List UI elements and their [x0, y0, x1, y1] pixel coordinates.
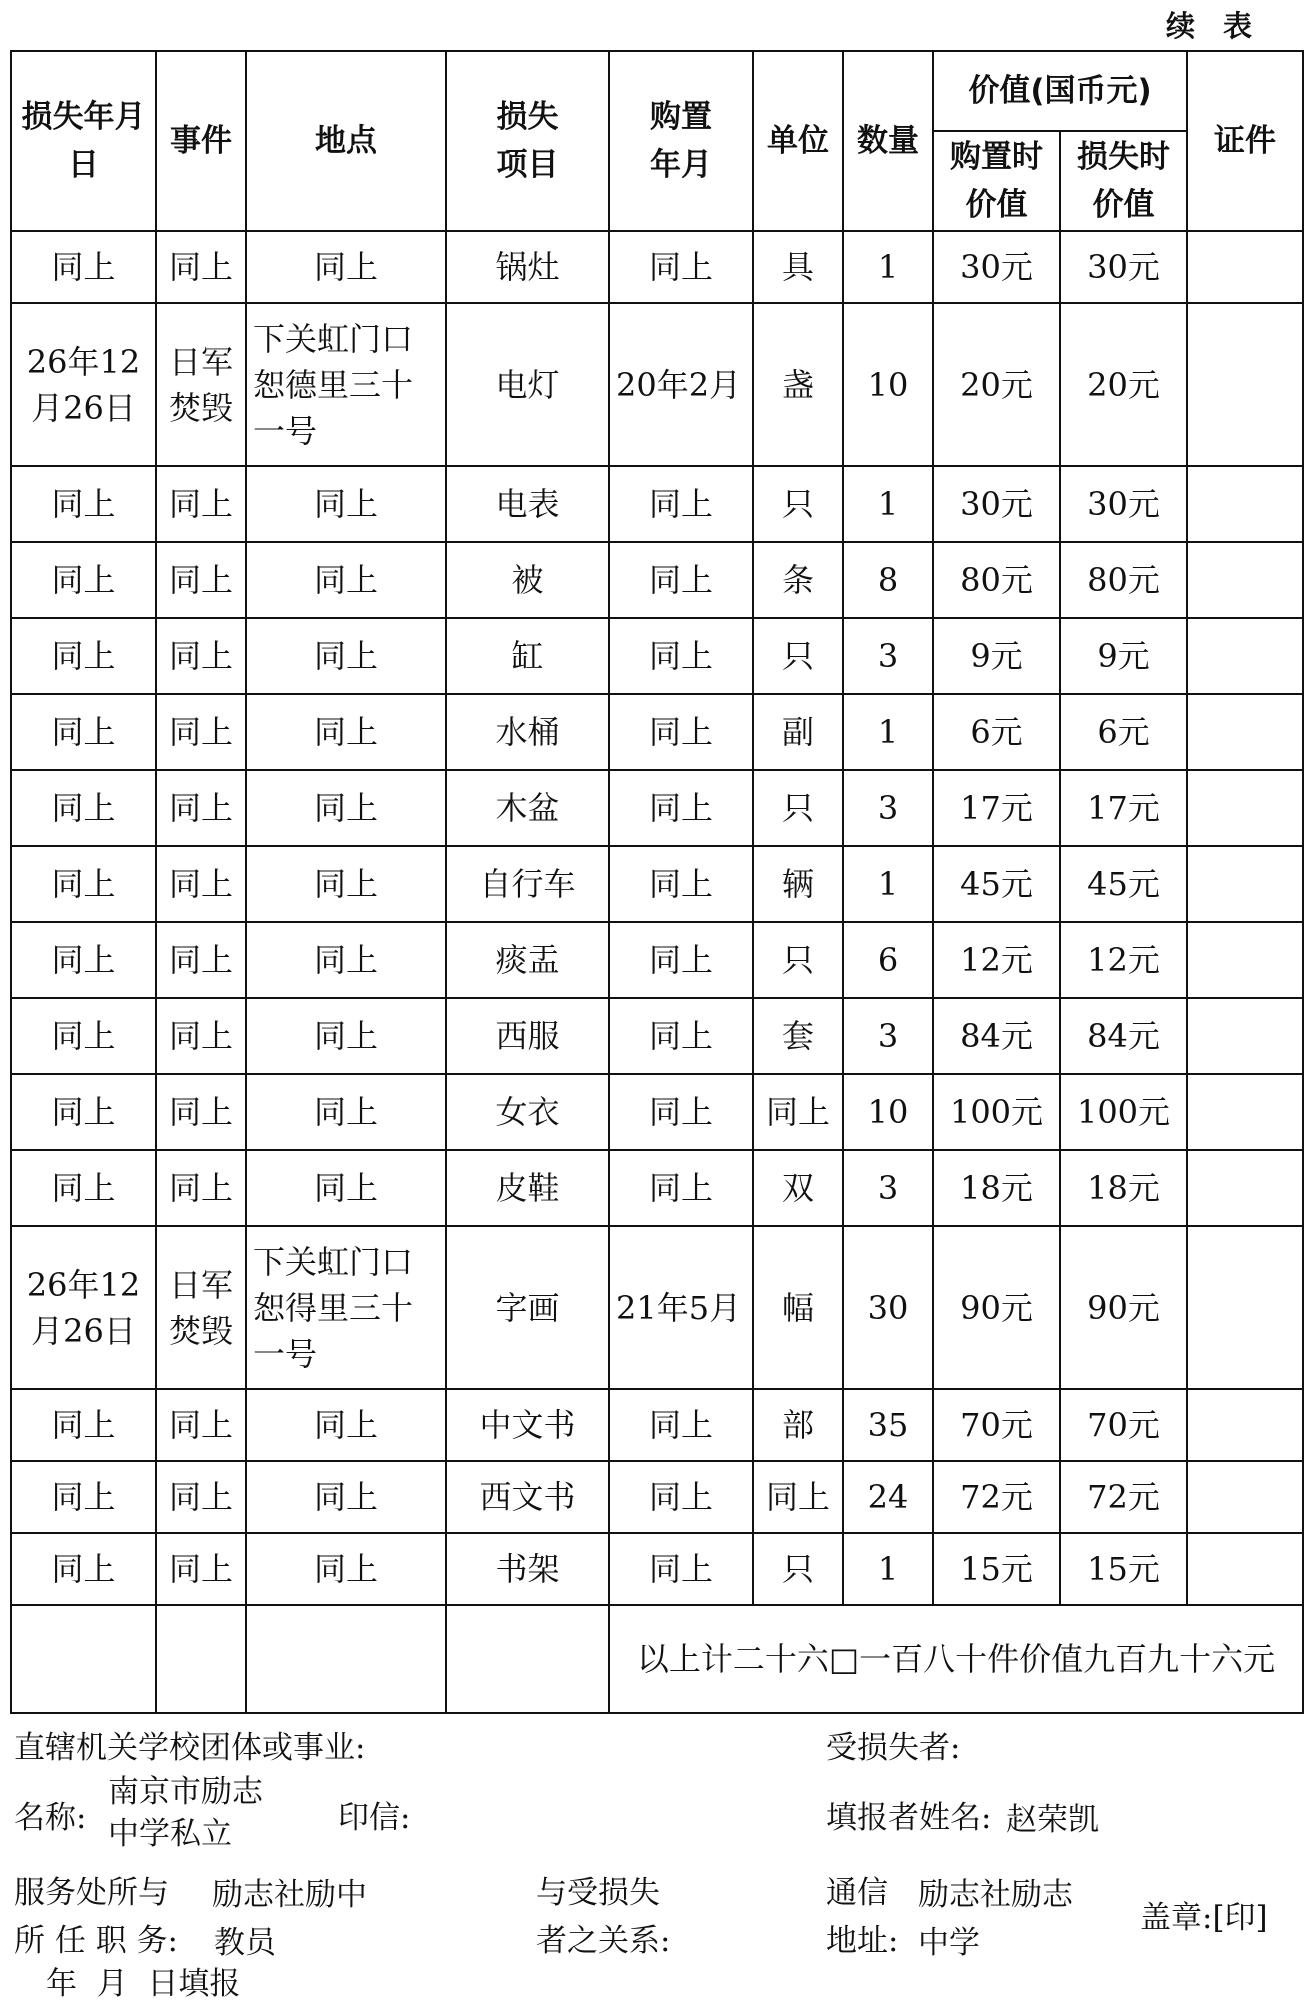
- cell-purchase-value: 6元: [933, 694, 1060, 770]
- cell-certificate: [1187, 1150, 1303, 1226]
- cell-place: 同上: [246, 231, 446, 303]
- cell-quantity: 6: [843, 922, 933, 998]
- cell-item: 字画: [446, 1226, 609, 1389]
- cell-event: 同上: [156, 1150, 246, 1226]
- cell-date: 同上: [11, 770, 156, 846]
- cell-event: 同上: [156, 618, 246, 694]
- cell-unit: 同上: [753, 1074, 843, 1150]
- cell-date: 同上: [11, 466, 156, 542]
- cell-date: 同上: [11, 922, 156, 998]
- table-body: [11, 231, 1303, 1605]
- cell-unit: 同上: [753, 1461, 843, 1533]
- cell-event: 同上: [156, 1533, 246, 1605]
- comm-value: 励志社励志: [918, 1877, 1073, 1913]
- table-row: [11, 694, 1303, 770]
- cell-certificate: [1187, 1074, 1303, 1150]
- cell-quantity: 10: [843, 303, 933, 466]
- header-quantity: 数量: [843, 51, 933, 231]
- cell-purchase-value: 100元: [933, 1074, 1060, 1150]
- cell-unit: 只: [753, 466, 843, 542]
- cell-certificate: [1187, 1533, 1303, 1605]
- cell-place: 同上: [246, 618, 446, 694]
- cell-purchase-date: 同上: [609, 694, 753, 770]
- cell-loss-value: 80元: [1060, 542, 1187, 618]
- cell-quantity: 8: [843, 542, 933, 618]
- cell-quantity: 1: [843, 694, 933, 770]
- cell-unit: 条: [753, 542, 843, 618]
- cell-loss-value: 6元: [1060, 694, 1187, 770]
- victim-label: 受损失者:: [826, 1730, 961, 1766]
- table-row: [11, 231, 1303, 303]
- cell-purchase-value: 84元: [933, 998, 1060, 1074]
- cell-place: 下关虹门口恕得里三十一号: [246, 1226, 446, 1389]
- cell-date: 同上: [11, 542, 156, 618]
- cell-date: 同上: [11, 998, 156, 1074]
- cell-loss-value: 70元: [1060, 1389, 1187, 1461]
- cell-date: 同上: [11, 1461, 156, 1533]
- cell-purchase-date: 同上: [609, 231, 753, 303]
- cell-place: 同上: [246, 770, 446, 846]
- cell-quantity: 1: [843, 231, 933, 303]
- cell-purchase-value: 80元: [933, 542, 1060, 618]
- cell-purchase-value: 72元: [933, 1461, 1060, 1533]
- cell-unit: 幅: [753, 1226, 843, 1389]
- cell-unit: 部: [753, 1389, 843, 1461]
- summary-empty-cell: [11, 1605, 156, 1713]
- cell-date: 同上: [11, 1533, 156, 1605]
- cell-purchase-date: 21年5月: [609, 1226, 753, 1389]
- cell-date: 同上: [11, 1389, 156, 1461]
- table-row: [11, 1150, 1303, 1226]
- table-row: [11, 770, 1303, 846]
- addr-value: 中学: [918, 1925, 980, 1961]
- cell-loss-value: 17元: [1060, 770, 1187, 846]
- cell-item: 书架: [446, 1533, 609, 1605]
- header-loss-value: 损失时价值: [1060, 131, 1187, 231]
- cell-loss-value: 90元: [1060, 1226, 1187, 1389]
- cell-quantity: 1: [843, 846, 933, 922]
- cell-unit: 只: [753, 618, 843, 694]
- cell-place: 同上: [246, 846, 446, 922]
- cell-purchase-date: 同上: [609, 998, 753, 1074]
- relation-label-line2: 者之关系:: [536, 1923, 671, 1959]
- summary-text: 以上计二十六□一百八十件价值九百九十六元: [609, 1605, 1303, 1713]
- table-row: [11, 1389, 1303, 1461]
- cell-event: 同上: [156, 1461, 246, 1533]
- cell-purchase-value: 9元: [933, 618, 1060, 694]
- cell-quantity: 30: [843, 1226, 933, 1389]
- cell-event: 同上: [156, 1389, 246, 1461]
- cell-certificate: [1187, 542, 1303, 618]
- cell-unit: 盏: [753, 303, 843, 466]
- cell-purchase-date: 同上: [609, 846, 753, 922]
- cell-loss-value: 18元: [1060, 1150, 1187, 1226]
- cell-loss-value: 84元: [1060, 998, 1187, 1074]
- cell-event: 日军焚毁: [156, 1226, 246, 1389]
- cell-date: 26年12月26日: [11, 303, 156, 466]
- cell-item: 痰盂: [446, 922, 609, 998]
- fill-date-line: 年 月 日填报: [46, 1966, 241, 2002]
- cell-event: 同上: [156, 694, 246, 770]
- cell-event: 同上: [156, 846, 246, 922]
- cell-place: 同上: [246, 1461, 446, 1533]
- header-value-group: 价值(国币元): [933, 51, 1187, 131]
- cell-loss-value: 9元: [1060, 618, 1187, 694]
- cell-item: 被: [446, 542, 609, 618]
- name-label: 名称:: [14, 1800, 87, 1836]
- cell-certificate: [1187, 1461, 1303, 1533]
- cell-event: 同上: [156, 770, 246, 846]
- cell-quantity: 3: [843, 1150, 933, 1226]
- name-value-line2: 中学私立: [108, 1816, 232, 1852]
- cell-loss-value: 100元: [1060, 1074, 1187, 1150]
- cell-purchase-value: 18元: [933, 1150, 1060, 1226]
- cell-unit: 只: [753, 1533, 843, 1605]
- cell-quantity: 3: [843, 998, 933, 1074]
- cell-item: 中文书: [446, 1389, 609, 1461]
- cell-place: 同上: [246, 922, 446, 998]
- stamp-label: 盖章:: [1140, 1900, 1213, 1936]
- cell-unit: 副: [753, 694, 843, 770]
- table-row: [11, 1533, 1303, 1605]
- cell-certificate: [1187, 618, 1303, 694]
- relation-label-line1: 与受损失: [536, 1875, 660, 1911]
- table-row: [11, 303, 1303, 466]
- summary-empty-cell: [156, 1605, 246, 1713]
- cell-purchase-value: 30元: [933, 231, 1060, 303]
- cell-certificate: [1187, 1389, 1303, 1461]
- name-value-line1: 南京市励志: [108, 1774, 263, 1810]
- loss-table: [10, 50, 1304, 1714]
- cell-quantity: 10: [843, 1074, 933, 1150]
- stamp-value: [印]: [1212, 1900, 1268, 1936]
- table-row: [11, 1226, 1303, 1389]
- addr-label: 地址:: [826, 1923, 899, 1959]
- cell-item: 木盆: [446, 770, 609, 846]
- summary-empty-cell: [246, 1605, 446, 1713]
- cell-purchase-date: 同上: [609, 770, 753, 846]
- cell-item: 水桶: [446, 694, 609, 770]
- table-row: [11, 466, 1303, 542]
- comm-label: 通信: [826, 1875, 888, 1911]
- filler-label: 填报者姓名:: [826, 1800, 992, 1836]
- cell-purchase-date: 同上: [609, 618, 753, 694]
- cell-place: 同上: [246, 694, 446, 770]
- cell-place: 同上: [246, 1074, 446, 1150]
- cell-certificate: [1187, 303, 1303, 466]
- filler-value: 赵荣凯: [1006, 1802, 1099, 1838]
- cell-purchase-date: 同上: [609, 1150, 753, 1226]
- summary-empty-cell: [446, 1605, 609, 1713]
- header-certificate: 证件: [1187, 51, 1303, 231]
- cell-unit: 具: [753, 231, 843, 303]
- header-unit: 单位: [753, 51, 843, 231]
- cell-certificate: [1187, 846, 1303, 922]
- cell-certificate: [1187, 922, 1303, 998]
- cell-quantity: 1: [843, 466, 933, 542]
- cell-date: 同上: [11, 231, 156, 303]
- cell-loss-value: 30元: [1060, 231, 1187, 303]
- header-event: 事件: [156, 51, 246, 231]
- cell-purchase-value: 70元: [933, 1389, 1060, 1461]
- cell-item: 女衣: [446, 1074, 609, 1150]
- header-date: 损失年月日: [11, 51, 156, 231]
- cell-place: 同上: [246, 1150, 446, 1226]
- table-row: [11, 998, 1303, 1074]
- cell-purchase-value: 15元: [933, 1533, 1060, 1605]
- table-row: [11, 618, 1303, 694]
- header-item: 损失项目: [446, 51, 609, 231]
- cell-certificate: [1187, 694, 1303, 770]
- cell-loss-value: 30元: [1060, 466, 1187, 542]
- header-purchase-date: 购置年月: [609, 51, 753, 231]
- seal-label: 印信:: [338, 1800, 411, 1836]
- cell-purchase-date: 同上: [609, 542, 753, 618]
- cell-certificate: [1187, 231, 1303, 303]
- cell-unit: 辆: [753, 846, 843, 922]
- cell-item: 缸: [446, 618, 609, 694]
- cell-item: 电表: [446, 466, 609, 542]
- cell-loss-value: 15元: [1060, 1533, 1187, 1605]
- cell-quantity: 3: [843, 618, 933, 694]
- cell-purchase-value: 90元: [933, 1226, 1060, 1389]
- cell-date: 同上: [11, 694, 156, 770]
- cell-certificate: [1187, 998, 1303, 1074]
- position-label: 所 任 职 务:: [14, 1923, 179, 1959]
- cell-unit: 双: [753, 1150, 843, 1226]
- stamp-field: [1140, 1892, 1268, 1937]
- cell-certificate: [1187, 466, 1303, 542]
- cell-purchase-date: 同上: [609, 1461, 753, 1533]
- cell-quantity: 1: [843, 1533, 933, 1605]
- cell-event: 同上: [156, 1074, 246, 1150]
- cell-event: 同上: [156, 998, 246, 1074]
- cell-unit: 只: [753, 770, 843, 846]
- cell-purchase-value: 30元: [933, 466, 1060, 542]
- cell-purchase-date: 同上: [609, 1533, 753, 1605]
- cell-place: 同上: [246, 1389, 446, 1461]
- cell-purchase-value: 20元: [933, 303, 1060, 466]
- cell-quantity: 3: [843, 770, 933, 846]
- cell-item: 西服: [446, 998, 609, 1074]
- cell-date: 26年12月26日: [11, 1226, 156, 1389]
- cell-place: 同上: [246, 998, 446, 1074]
- cell-item: 自行车: [446, 846, 609, 922]
- table-row: [11, 922, 1303, 998]
- header-purchase-value: 购置时价值: [933, 131, 1060, 231]
- cell-purchase-value: 17元: [933, 770, 1060, 846]
- cell-purchase-value: 45元: [933, 846, 1060, 922]
- cell-place: 同上: [246, 466, 446, 542]
- cell-date: 同上: [11, 618, 156, 694]
- cell-loss-value: 72元: [1060, 1461, 1187, 1533]
- cell-purchase-date: 同上: [609, 922, 753, 998]
- cell-purchase-value: 12元: [933, 922, 1060, 998]
- cell-event: 同上: [156, 922, 246, 998]
- position-value: 教员: [214, 1925, 276, 1961]
- cell-purchase-date: 20年2月: [609, 303, 753, 466]
- org-label: 直辖机关学校团体或事业:: [14, 1730, 366, 1766]
- cell-place: 下关虹门口恕德里三十一号: [246, 303, 446, 466]
- cell-item: 西文书: [446, 1461, 609, 1533]
- cell-loss-value: 12元: [1060, 922, 1187, 998]
- cell-place: 同上: [246, 1533, 446, 1605]
- cell-loss-value: 45元: [1060, 846, 1187, 922]
- cell-item: 锅灶: [446, 231, 609, 303]
- cell-purchase-date: 同上: [609, 466, 753, 542]
- cell-purchase-date: 同上: [609, 1389, 753, 1461]
- cell-item: 电灯: [446, 303, 609, 466]
- table-row: [11, 1074, 1303, 1150]
- cell-event: 日军焚毁: [156, 303, 246, 466]
- cell-quantity: 35: [843, 1389, 933, 1461]
- cell-date: 同上: [11, 1150, 156, 1226]
- cell-quantity: 24: [843, 1461, 933, 1533]
- header-place: 地点: [246, 51, 446, 231]
- service-value: 励志社励中: [212, 1877, 367, 1913]
- cell-unit: 只: [753, 922, 843, 998]
- table-row: [11, 846, 1303, 922]
- cell-unit: 套: [753, 998, 843, 1074]
- table-row: [11, 1461, 1303, 1533]
- cell-certificate: [1187, 1226, 1303, 1389]
- cell-item: 皮鞋: [446, 1150, 609, 1226]
- cell-date: 同上: [11, 846, 156, 922]
- cell-event: 同上: [156, 542, 246, 618]
- continued-label: 续表: [1165, 9, 1280, 43]
- cell-purchase-date: 同上: [609, 1074, 753, 1150]
- cell-date: 同上: [11, 1074, 156, 1150]
- cell-event: 同上: [156, 466, 246, 542]
- cell-certificate: [1187, 770, 1303, 846]
- cell-place: 同上: [246, 542, 446, 618]
- cell-event: 同上: [156, 231, 246, 303]
- table-row: [11, 542, 1303, 618]
- cell-loss-value: 20元: [1060, 303, 1187, 466]
- service-label: 服务处所与: [14, 1875, 169, 1911]
